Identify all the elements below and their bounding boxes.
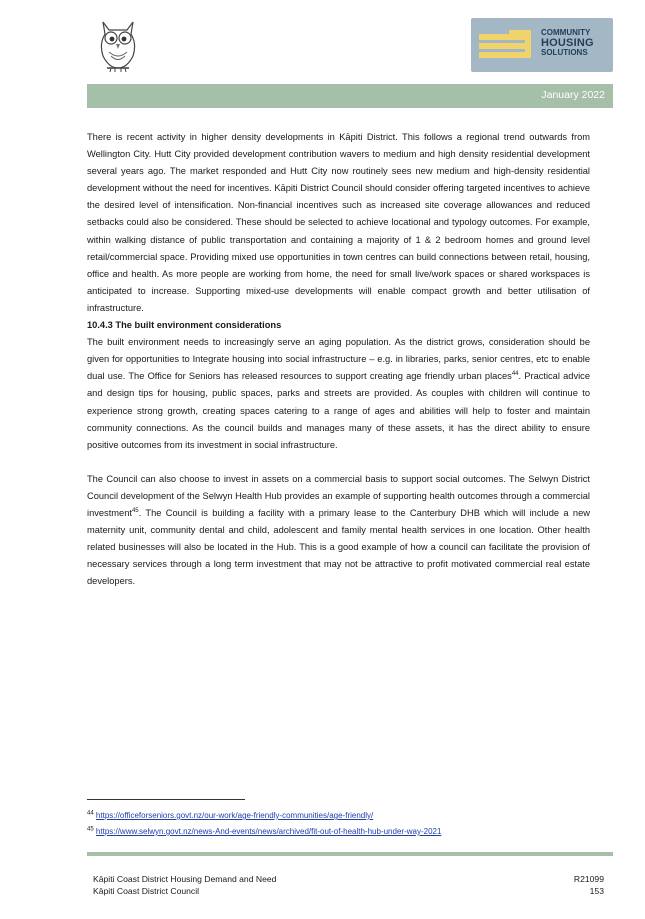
- section-heading: 10.4.3 The built environment considerations: [87, 320, 282, 331]
- footer-document-title: Kāpiti Coast District Housing Demand and Need: [93, 874, 277, 884]
- logo-line-3: SOLUTIONS: [541, 48, 588, 57]
- paragraph-intensification-text: There is recent activity in higher density developments in Kāpiti District. This follows a regional trend outwards from Wellington City. Hutt City provided development contribution wavers to medium and high density residential development several years ago. The market responded and Hutt City now routinely sees new medium and high-density residential development without the need for incentives. Kāpiti District Council should consider offering targeted incentives to achieve the desired level of intensification. Non-financial incentives such as increased site coverage allowances and reduced setbacks could also be considered. These should be selected to achieve locational and typology outcomes. For example, within walking distance of public transportation and containing a majority of 1 & 2 bedroom homes and ground level retail/commercial space. Providing mixed use opportunities in town centres can build connections between retail, housing, office and health. As more people are working from home, the need for small live/work spaces or shared workspaces is anticipated to increase. Supporting mixed-use developments will enable compact growth and better utilisation of infrastructure.: [87, 132, 590, 313]
- owl-icon: [93, 16, 143, 74]
- footnote-ref-44[interactable]: 44: [511, 371, 519, 378]
- footnote-divider: [87, 799, 245, 800]
- community-housing-solutions-logo: [471, 18, 613, 72]
- footnote-45: [87, 826, 441, 837]
- main-content: [87, 129, 590, 590]
- logo-line-2: HOUSING: [541, 37, 594, 49]
- paragraph-commercial-investment-text-a: The Council can also choose to invest in assets on a commercial basis to support social outcomes. The Selwyn District Council development of the Selwyn Health Hub provides an example of supporting health outcomes through a commercial investment: [87, 473, 590, 518]
- footnote-ref-45[interactable]: 45: [131, 507, 139, 514]
- footnote-number: 44: [87, 810, 94, 817]
- footnote-45-link[interactable]: https://www.selwyn.govt.nz/news-And-events/news/archived/fit-out-of-health-hub-under-way-2021: [95, 827, 442, 836]
- footer-organisation: Kāpiti Coast District Council: [93, 886, 200, 896]
- paragraph-built-environment: [87, 334, 590, 454]
- footnote-44-link[interactable]: https://officeforseniors.govt.nz/our-work/age-friendly-communities/age-friendly/: [95, 811, 374, 820]
- footnote-44: [87, 810, 373, 821]
- paragraph-built-environment-text-a: The built environment needs to increasingly serve an aging population. As the district grows, consideration should be given for opportunities to Integrate housing into social infrastructure – e.g. in libraries, parks, senior centres, etc to enable dual use. The Office for Seniors has released resources to support creating age friendly urban places: [87, 337, 590, 382]
- housing-logo-icon: [479, 28, 535, 62]
- footnote-number: 45: [87, 826, 94, 833]
- footer-right: [540, 873, 604, 897]
- paragraph-commercial-investment: [87, 471, 590, 591]
- footer-band: [87, 852, 613, 856]
- paragraph-built-environment-text-b: . Practical advice and design tips for housing, public spaces, parks and streets are provided. As couples with children will continue to experience strong growth, creating spaces catering to a range of ages and abilities will help to foster and maintain community connections. As the council builds and manages many of these assets, it has the direct ability to ensure positive outcomes from its investment in social infrastructure.: [87, 371, 590, 450]
- logo-line-1: COMMUNITY: [541, 28, 591, 37]
- footer-report-id: R21099: [573, 874, 604, 884]
- footer-page-number: 153: [589, 886, 604, 896]
- paragraph-commercial-investment-text-b: . The Council is building a facility with a primary lease to the Canterbury DHB which will include a new maternity unit, community dental and child, adolescent and family mental health services in one location. Other health related businesses will also be located in the Hub. This is a good example of how a council can facilitate the provision of necessary services through a long term investment that may not be attractive to profit motivated commercial real estate developers.: [87, 507, 590, 587]
- paragraph-intensification: [87, 129, 590, 317]
- footer-left: [93, 873, 276, 897]
- header-date: January 2022: [541, 89, 605, 101]
- header-band: [87, 84, 613, 108]
